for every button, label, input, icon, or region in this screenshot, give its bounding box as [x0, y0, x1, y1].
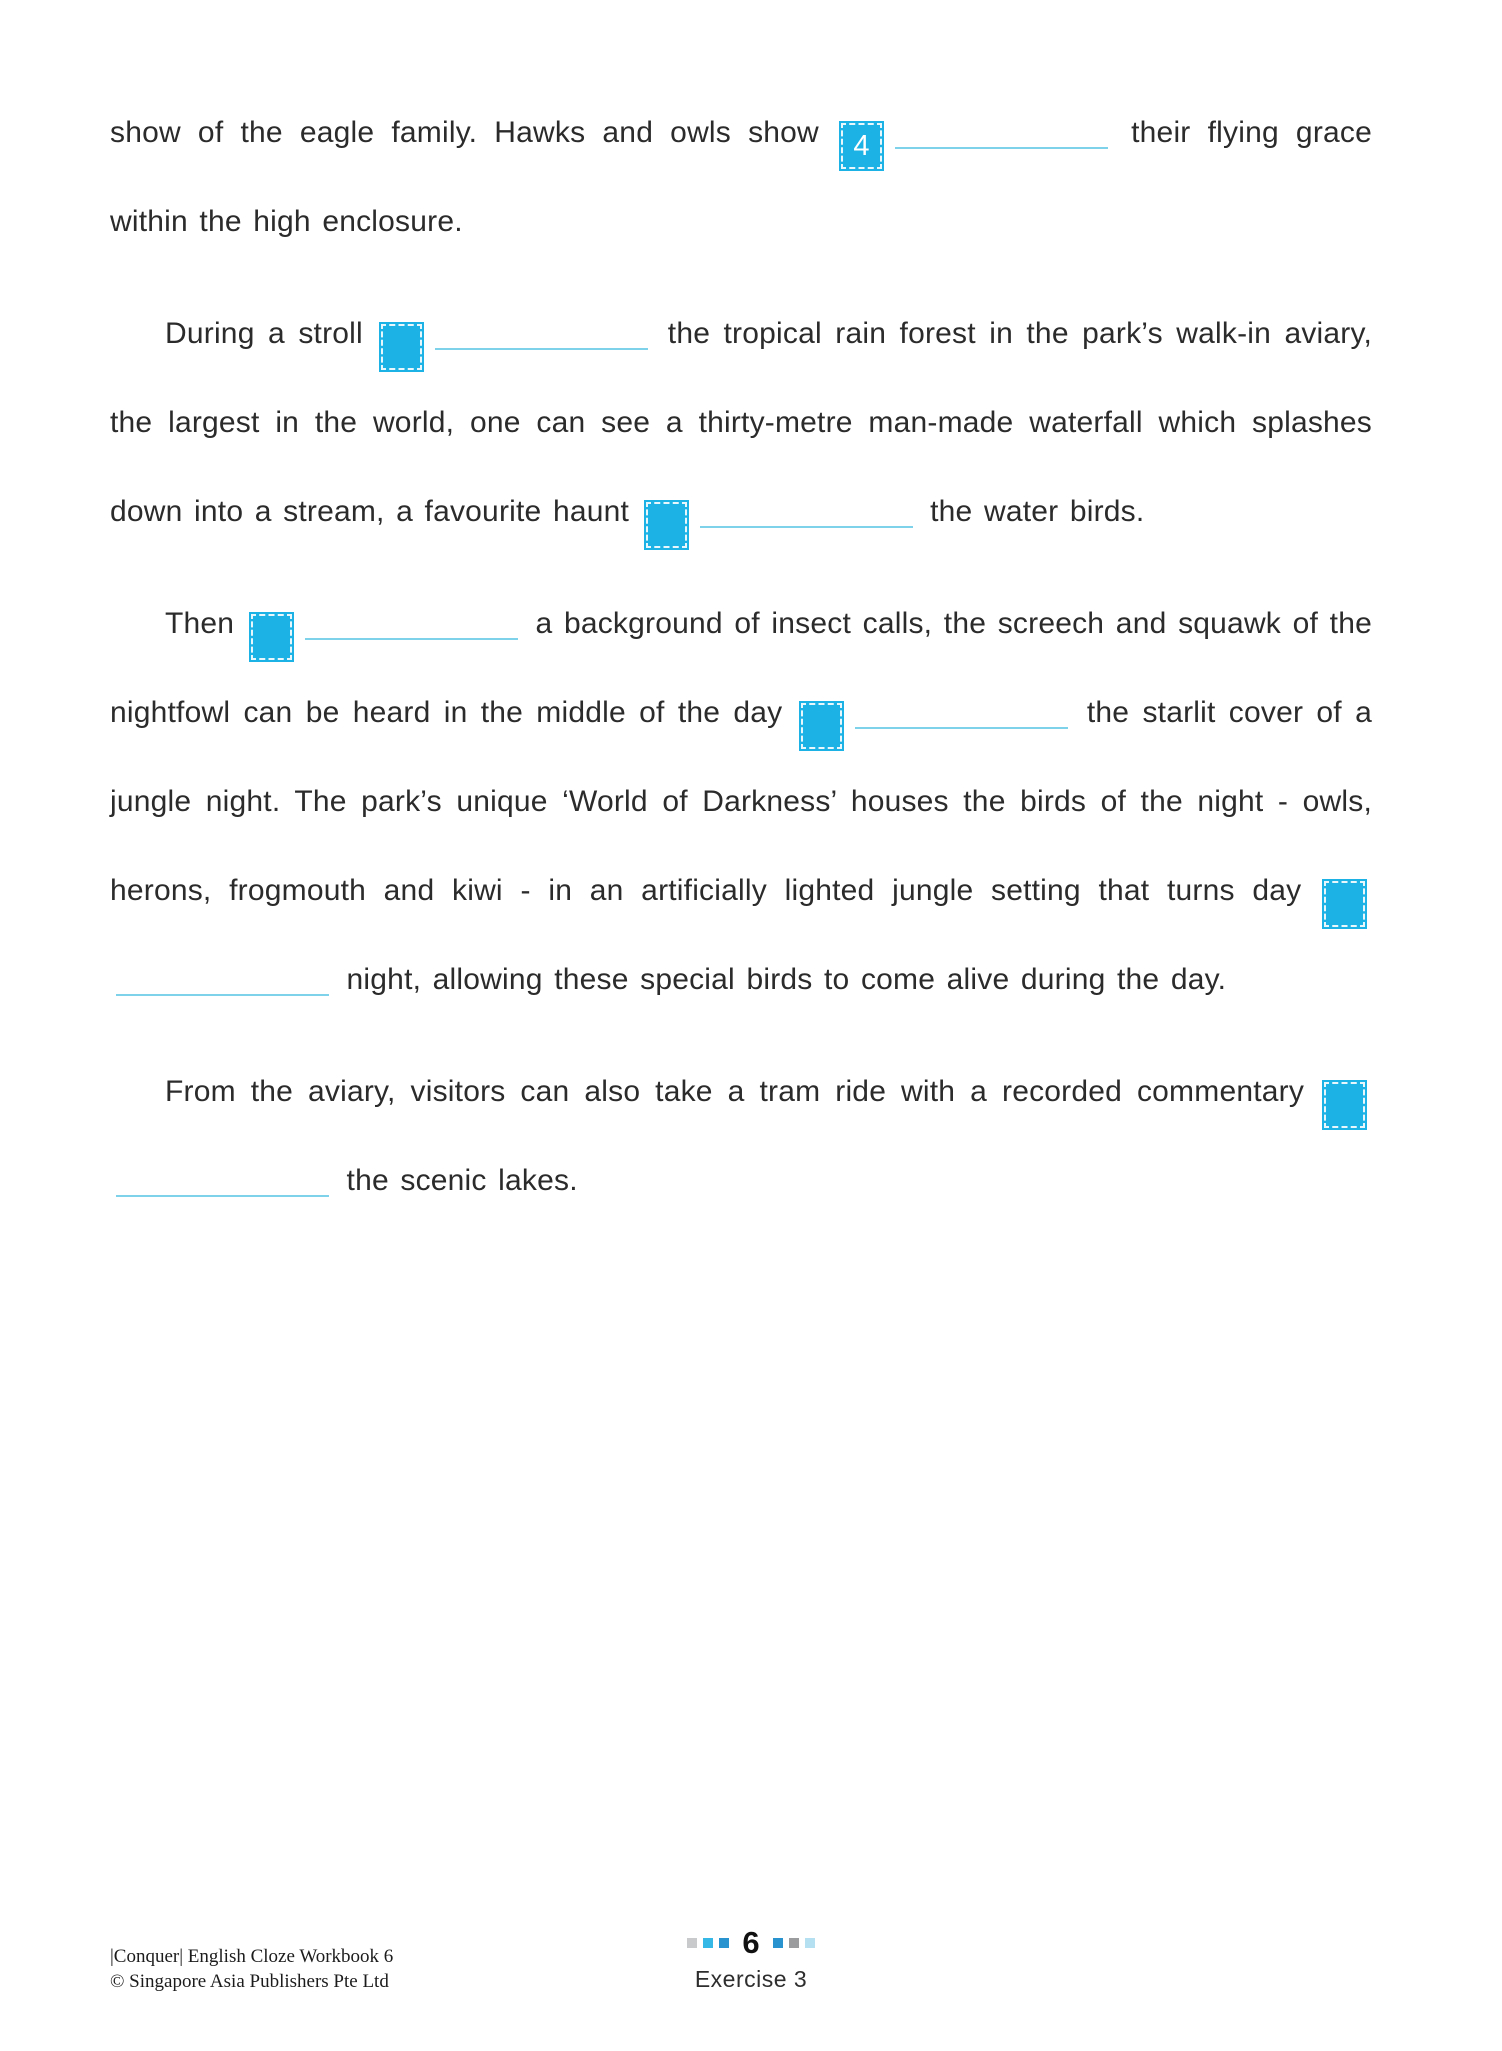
passage-text: Then	[165, 607, 246, 640]
blank-number-badge: 9	[1323, 880, 1366, 928]
decorative-dot	[719, 1938, 729, 1948]
imprint-workbook-title: |Conquer| English Cloze Workbook 6	[110, 1946, 394, 1967]
cloze-passage	[110, 88, 1414, 1225]
answer-blank[interactable]	[855, 717, 1068, 729]
blank-number-badge: 6	[645, 501, 688, 549]
passage-text: night, allowing these special birds to come alive during the day.	[346, 963, 1227, 996]
blank-number-badge: 10	[1323, 1081, 1366, 1129]
answer-blank[interactable]	[435, 338, 648, 350]
exercise-label: Exercise 3	[694, 1966, 808, 1992]
passage-text: a background of insect calls, the screech and squawk of the nightfowl can be heard in the middle of the day	[110, 607, 1372, 729]
passage-paragraph	[110, 289, 1372, 556]
passage-text: show of the eagle family. Hawks and owls show	[110, 116, 837, 149]
passage-paragraph	[110, 579, 1398, 1024]
decorative-dot	[805, 1938, 815, 1948]
page-number-dots-left	[687, 1938, 729, 1948]
passage-paragraph	[110, 1047, 1414, 1225]
blank-number-badge: 4	[840, 122, 883, 170]
decorative-dot	[703, 1938, 713, 1948]
page-number: 6	[742, 1925, 760, 1960]
decorative-dot	[773, 1938, 783, 1948]
passage-text: the water birds.	[930, 495, 1145, 528]
answer-blank[interactable]	[700, 516, 913, 528]
blank-number-badge: 8	[800, 702, 843, 750]
passage-text: the scenic lakes.	[346, 1164, 578, 1197]
page-number-dots-right	[773, 1938, 815, 1948]
passage-text: the starlit cover of a jungle night. The park’s unique ‘World of Darkness’ houses the birds of the night - owls, herons, frogmouth and kiwi - in an artificially lighted jungle setting that turns day	[110, 696, 1372, 907]
blank-number-badge: 5	[380, 323, 423, 371]
page-number-row	[0, 1925, 1502, 1961]
footer-center	[0, 1925, 1502, 1993]
passage-text: From the aviary, visitors can also take a tram ride with a recorded commentary	[165, 1075, 1319, 1108]
blank-number-badge: 7	[250, 613, 293, 661]
passage-text: their flying grace within the high enclosure.	[110, 116, 1372, 238]
answer-blank[interactable]	[305, 628, 518, 640]
decorative-dot	[789, 1938, 799, 1948]
answer-blank[interactable]	[116, 1185, 329, 1197]
decorative-dot	[687, 1938, 697, 1948]
answer-blank[interactable]	[895, 137, 1108, 149]
imprint-copyright: © Singapore Asia Publishers Pte Ltd	[110, 1971, 389, 1992]
answer-blank[interactable]	[116, 984, 329, 996]
passage-text: During a stroll	[165, 317, 377, 350]
passage-paragraph	[110, 88, 1372, 266]
passage-text: the tropical rain forest in the park’s walk-in aviary, the largest in the world, one can see a thirty-metre man-made waterfall which splashes down into a stream, a favourite haunt	[110, 317, 1372, 528]
